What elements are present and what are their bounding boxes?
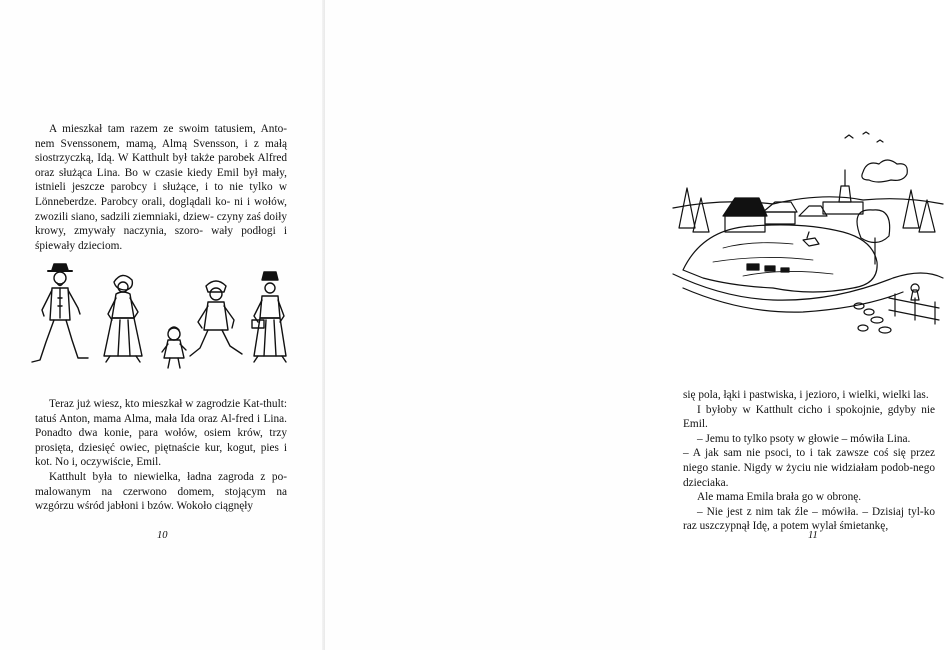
figure-emil xyxy=(190,281,242,356)
right-page xyxy=(325,0,935,650)
figure-mother xyxy=(104,275,142,362)
page-number-left: 10 xyxy=(157,530,168,541)
paragraph xyxy=(35,122,287,253)
text-line: ni i wołów, zwozili siano, sadzili ziemniaki, dziew- xyxy=(35,195,287,223)
family-walking-drawing xyxy=(22,258,307,376)
right-text xyxy=(683,388,935,534)
paragraph: Teraz już wiesz, kto mieszkał w zagrodzie Kat-thult: tatuś Anton, mama Alma, mała Ida oraz Al-fred i Lina. Ponadto dwa konie, para wołów, osiem krów, trzy prosięta, dziesięć owiec, piętnaście kur, kogut, pies i kot. No i, oczywiście, Emil. xyxy=(35,398,287,469)
bird-icon xyxy=(845,135,853,138)
left-bottom-text xyxy=(35,397,287,514)
text-line: Alfred oraz służąca Lina. Bo w czasie kiedy Emil xyxy=(35,152,287,179)
text-line: wały podłogi i śpiewały dzieciom. xyxy=(35,225,287,252)
left-page xyxy=(0,0,325,650)
fence-drawing xyxy=(889,294,939,324)
horse-rider-drawing xyxy=(803,232,819,246)
text-line: tylko w Lönneberdze. Parobcy orali, doglądali ko- xyxy=(35,181,287,208)
farm-landscape-drawing xyxy=(663,128,948,343)
cloud-drawing xyxy=(862,160,907,182)
figure-ida xyxy=(162,327,186,368)
dialogue-line: – A jak sam nie psoci, to i tak zawsze coś się przez niego stanie. Nigdy w życiu nie widziałam podob-nego dzieciaka. xyxy=(683,447,935,489)
paragraph: się pola, łąki i pastwiska, i jezioro, i wielki, wielki las. xyxy=(683,389,929,401)
hill-drawing xyxy=(683,225,877,292)
cattle-drawing xyxy=(747,264,789,272)
figure-lina xyxy=(252,272,286,362)
paragraph: Katthult była to niewielka, ładna zagroda z po-malowanym na czerwono domem, stojącym na wzgórzu wśród jabłoni i bzów. Wokoło ciągnęły xyxy=(35,470,287,513)
paragraph: Ale mama Emila brała go w obronę. xyxy=(697,491,862,504)
church-drawing xyxy=(823,170,863,214)
stone-wall-drawing xyxy=(854,303,891,333)
bird-icon xyxy=(877,140,883,142)
figure-father xyxy=(32,264,88,362)
page-number-right: 11 xyxy=(808,530,818,541)
paragraph: I byłoby w Katthult cicho i spokojnie, gdyby nie Emil. xyxy=(683,403,935,431)
text-line: siostrzyczką, Idą. W Katthult był także parobek xyxy=(35,152,258,165)
dialogue-line: – Jemu to tylko psoty w głowie – mówiła Lina. xyxy=(697,432,911,445)
left-top-paragraph xyxy=(35,122,287,253)
bird-icon xyxy=(863,132,869,134)
text-line: A mieszkał tam razem ze swoim tatusiem, Anto- xyxy=(49,123,287,135)
dialogue-line: – Nie jest z nim tak źle – mówiła. – Dzisiaj tyl-ko raz uszczypnął Idę, a potem wylał śmietankę, xyxy=(683,505,935,533)
text-line: był mały, istnieli jeszcze parobcy i służące, i to nie xyxy=(35,166,287,194)
text-line: nem Svenssonem, mamą, Almą Svensson, i z małą xyxy=(35,137,287,150)
text-line: czyny zaś doiły krowy, zmywały naczynia, szoro- xyxy=(35,210,287,238)
